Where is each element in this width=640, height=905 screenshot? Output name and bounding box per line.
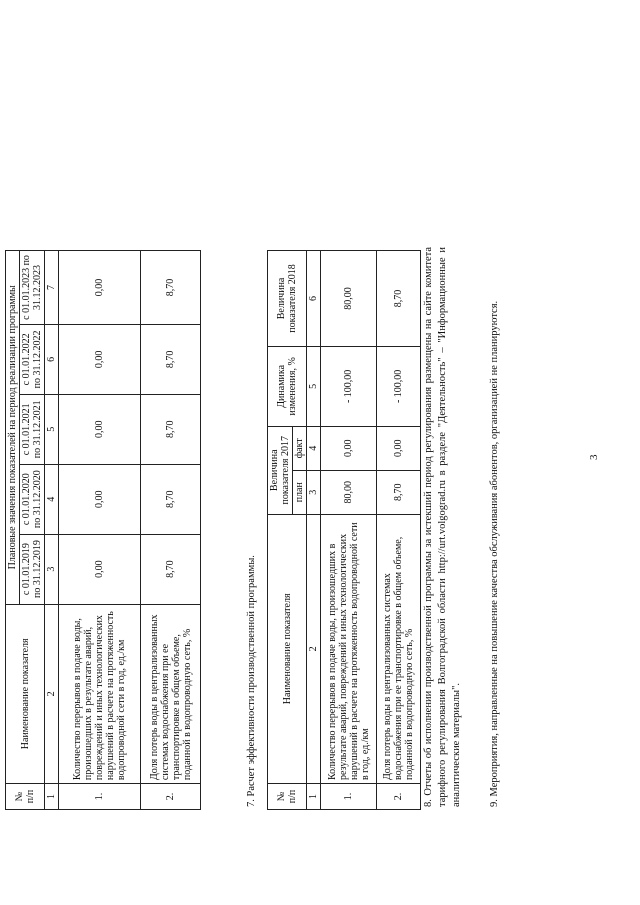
t1-period: с 01.01.2020 по 31.12.2020: [20, 464, 45, 534]
t1-header-name: Наименование показателя: [6, 604, 45, 784]
row-value: 8,70: [141, 394, 201, 464]
index-cell: 3: [307, 470, 321, 514]
table-row: [59, 251, 141, 810]
t2-header-2017: Величина показателя 2017: [268, 426, 293, 514]
efficiency-table: [267, 250, 421, 810]
index-cell: 6: [45, 324, 59, 394]
row-value: 0,00: [59, 324, 141, 394]
t1-period: с 01.01.2022 по 31.12.2022: [20, 324, 45, 394]
row-fact: 0,00: [321, 426, 377, 470]
index-cell: 3: [45, 534, 59, 604]
page-number: 3: [588, 454, 600, 460]
index-cell: 2: [307, 514, 321, 783]
row-value: 8,70: [141, 534, 201, 604]
row-plan: 8,70: [377, 470, 421, 514]
plan-indicators-table: [5, 250, 201, 810]
t2-header-name: Наименование показателя: [268, 514, 307, 783]
t1-period: с 01.01.2021 по 31.12.2021: [20, 394, 45, 464]
t1-period: с 01.01.2023 по 31.12.2023: [20, 251, 45, 325]
t2-header-no: № п/п: [268, 784, 307, 810]
row-value: 8,70: [141, 464, 201, 534]
row-no: 2.: [141, 784, 201, 810]
index-cell: 6: [307, 251, 321, 347]
row-name: Количество перерывов в подаче воды, произошедших в результате аварий, повреждений и иных технологических нарушений в расчете на протяженность водопроводной сети в год, ед./км: [59, 604, 141, 784]
t2-header-2018: Величина показателя 2018: [268, 251, 307, 347]
t2-header-plan: план: [293, 470, 307, 514]
t2-header-dynamics: Динамика изменения, %: [268, 346, 307, 426]
index-cell: 1: [45, 784, 59, 810]
section-8-text: 8. Отчеты об исполнении производственной программы за истекший период регулирования размещены на сайте комитета тарифного регулирования Волгоградской области http://urt.volgograd.ru в разделе "Деятельность" – "Информационные и аналитические материалы".: [423, 247, 463, 807]
t1-period: с 01.01.2019 по 31.12.2019: [20, 534, 45, 604]
t2-header-fact: факт: [293, 426, 307, 470]
index-cell: 1: [307, 784, 321, 810]
row-name: Доля потерь воды в централизованных системах водоснабжения при ее транспортировке в общем объеме, поданной в водопроводную сеть, %: [141, 604, 201, 784]
t2-index-row: [307, 251, 321, 810]
row-fact: 0,00: [377, 426, 421, 470]
row-no: 2.: [377, 784, 421, 810]
row-value: 0,00: [59, 394, 141, 464]
row-dynamics: - 100,00: [377, 346, 421, 426]
index-cell: 2: [45, 604, 59, 784]
row-2018: 8,70: [377, 251, 421, 347]
index-cell: 7: [45, 251, 59, 325]
table-row: [377, 251, 421, 810]
row-dynamics: - 100,00: [321, 346, 377, 426]
row-value: 8,70: [141, 251, 201, 325]
row-name: Доля потерь воды в централизованных системах водоснабжения при ее транспортировке в общем объеме, поданной в водопроводную сеть, %: [377, 514, 421, 783]
index-cell: 4: [307, 426, 321, 470]
index-cell: 4: [45, 464, 59, 534]
t1-index-row: [45, 251, 59, 810]
t1-header-no: № п/п: [6, 784, 45, 810]
section-9-text: 9. Мероприятия, направленные на повышение качества обслуживания абонентов, организацией не планируются.: [489, 300, 500, 807]
row-value: 0,00: [59, 534, 141, 604]
row-no: 1.: [59, 784, 141, 810]
section-7-heading: 7. Расчет эффективности производственной программы.: [246, 555, 257, 807]
t1-header-group: Плановые значения показателей на период реализации программы: [6, 251, 20, 605]
row-name: Количество перерывов в подаче воды, произошедших в результате аварий, повреждений и иных технологических нарушений в расчете на протяженность водопроводной сети в год, ед./км: [321, 514, 377, 783]
row-plan: 80,00: [321, 470, 377, 514]
row-value: 0,00: [59, 464, 141, 534]
row-2018: 80,00: [321, 251, 377, 347]
row-value: 0,00: [59, 251, 141, 325]
table-row: [321, 251, 377, 810]
index-cell: 5: [45, 394, 59, 464]
index-cell: 5: [307, 346, 321, 426]
row-value: 8,70: [141, 324, 201, 394]
row-no: 1.: [321, 784, 377, 810]
table-row: [141, 251, 201, 810]
